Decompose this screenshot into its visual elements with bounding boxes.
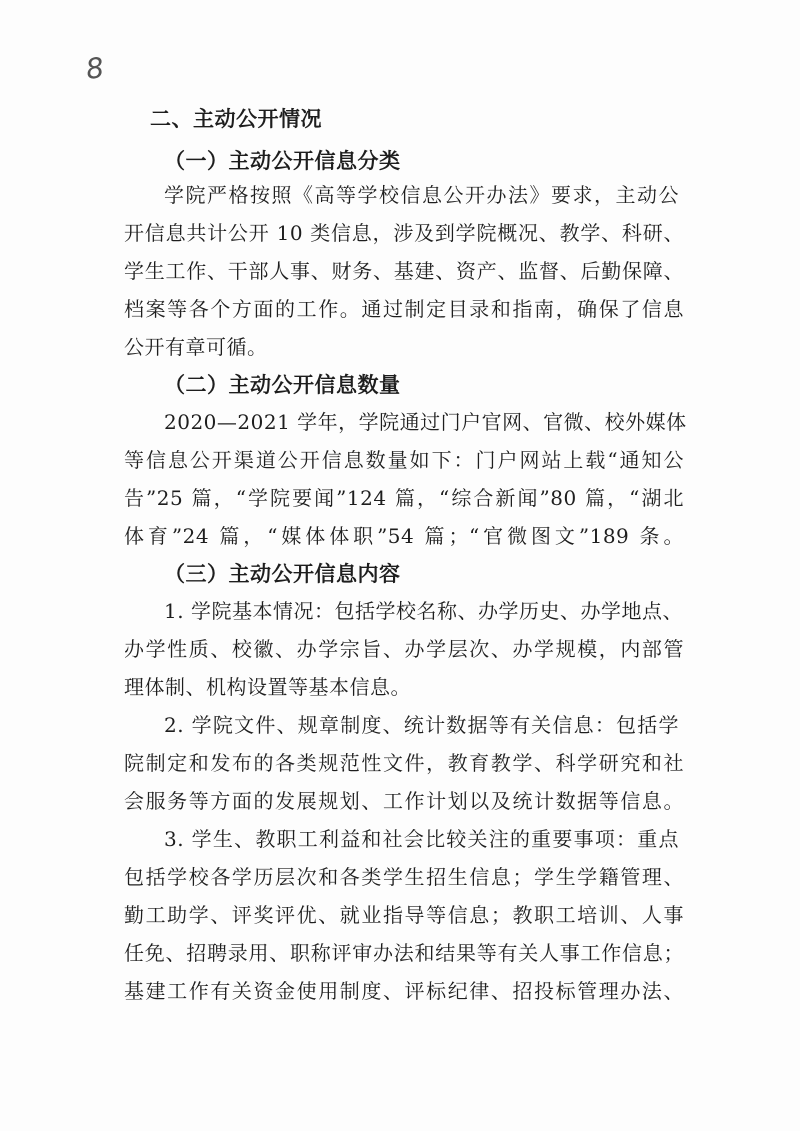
subsection-title-3: （三）主动公开信息内容	[164, 562, 401, 586]
paragraph-line: 基建工作有关资金使用制度、评标纪律、招投标管理办法、	[124, 979, 684, 1003]
paragraph-line: 公开有章可循。	[124, 335, 268, 359]
handwritten-page-number: 8	[83, 50, 107, 87]
paragraph-line: 理体制、机构设置等基本信息。	[124, 675, 411, 699]
paragraph-line: 体育”24 篇，“媒体体职”54 篇；“官微图文”189 条。	[124, 524, 684, 548]
subsection-title-2: （二）主动公开信息数量	[164, 373, 401, 397]
paragraph-line: 告”25 篇，“学院要闻”124 篇，“综合新闻”80 篇，“湖北	[124, 486, 684, 510]
paragraph-line: 等信息公开渠道公开信息数量如下：门户网站上载“通知公	[124, 448, 684, 472]
paragraph-line: 院制定和发布的各类规范性文件，教育教学、科学研究和社	[124, 751, 684, 775]
paragraph-line: 办学性质、校徽、办学宗旨、办学层次、办学规模，内部管	[124, 637, 684, 661]
paragraph-line: 包括学校各学历层次和各类学生招生信息；学生学籍管理、	[124, 865, 684, 889]
paragraph-line: 3. 学生、教职工利益和社会比较关注的重要事项：重点	[164, 827, 679, 851]
subsection-title-1: （一）主动公开信息分类	[164, 149, 401, 173]
paragraph-line: 任免、招聘录用、职称评审办法和结果等有关人事工作信息；	[124, 941, 684, 965]
paragraph-line: 会服务等方面的发展规划、工作计划以及统计数据等信息。	[124, 789, 684, 813]
paragraph-line: 档案等各个方面的工作。通过制定目录和指南，确保了信息	[124, 297, 684, 321]
paragraph-line: 1. 学院基本情况：包括学校名称、办学历史、办学地点、	[164, 599, 683, 623]
paragraph-line: 勤工助学、评奖评优、就业指导等信息；教职工培训、人事	[124, 903, 684, 927]
paragraph-line: 开信息共计公开 10 类信息，涉及到学院概况、教学、科研、	[124, 221, 684, 245]
paragraph-line: 学生工作、干部人事、财务、基建、资产、监督、后勤保障、	[124, 259, 684, 283]
paragraph-line: 2020—2021 学年，学院通过门户官网、官微、校外媒体	[164, 410, 687, 434]
paragraph-line: 2. 学院文件、规章制度、统计数据等有关信息：包括学	[164, 713, 679, 737]
section-heading: 二、主动公开情况	[150, 107, 322, 131]
paragraph-line: 学院严格按照《高等学校信息公开办法》要求，主动公	[164, 183, 679, 207]
